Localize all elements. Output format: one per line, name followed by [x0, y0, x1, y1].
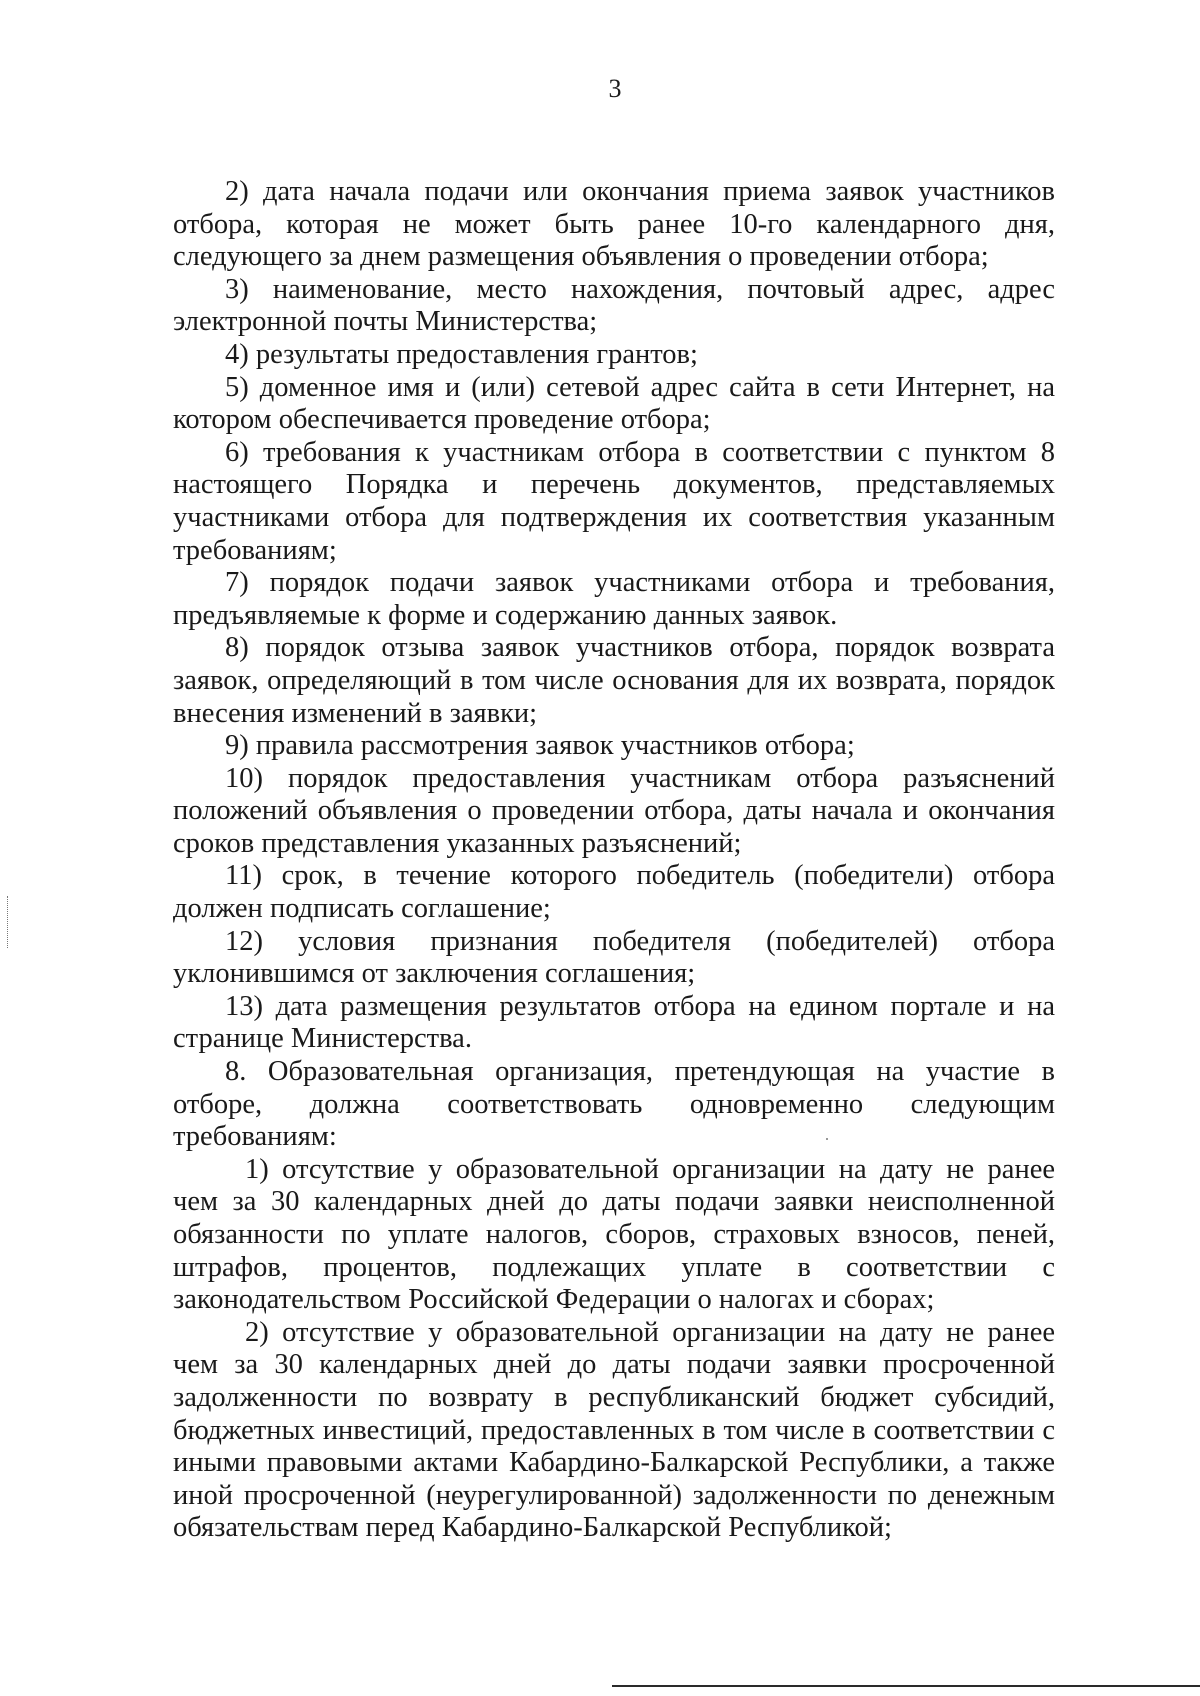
list-item-6-participant-requirements: 6) требования к участникам отбора в соответствии с пунктом 8 настоящего Порядка и перечень документов, представляемых участниками отбора для подтверждения их соответствия указанным требованиям; — [173, 436, 1055, 566]
section-8-heading-paragraph: 8. Образовательная организация, претендующая на участие в отборе, должна соответствовать одновременно следующим требованиям: — [173, 1056, 1055, 1153]
document-body — [173, 176, 1055, 1545]
page-number: 3 — [608, 74, 622, 103]
list-item-11-signing-deadline: 11) срок, в течение которого победитель (победители) отбора должен подписать соглашение; — [173, 860, 1055, 925]
list-item-5-domain-name: 5) доменное имя и (или) сетевой адрес сайта в сети Интернет, на котором обеспечивается проведение отбора; — [173, 371, 1055, 436]
list-item-7-submission-procedure: 7) порядок подачи заявок участниками отбора и требования, предъявляемые к форме и содержанию данных заявок. — [173, 567, 1055, 631]
scan-stray-dot — [826, 1138, 828, 1140]
requirement-2-no-overdue-debt: 2) отсутствие у образовательной организации на дату не ранее чем за 30 календарных дней до даты подачи заявки просроченной задолженности по возврату в республиканский бюджет субсидий, бюджетных инвестиций, предоставленных в том числе в соответствии с иными правовыми актами Кабардино-Балкарской Республики, а также иной просроченной (неурегулированной) задолженности по денежным обязательствам перед Кабардино-Балкарской Республикой; — [173, 1316, 1055, 1544]
list-item-2-application-dates: 2) дата начала подачи или окончания приема заявок участников отбора, которая не может быть ранее 10-го календарного дня, следующего за днем размещения объявления о проведении отбора; — [173, 176, 1055, 273]
list-item-8-withdrawal-procedure: 8) порядок отзыва заявок участников отбора, порядок возврата заявок, определяющий в том числе основания для их возврата, порядок внесения изменений в заявки; — [173, 632, 1055, 729]
list-item-4-grant-results: 4) результаты предоставления грантов; — [225, 338, 698, 370]
requirement-1-no-tax-debt: 1) отсутствие у образовательной организации на дату не ранее чем за 30 календарных дней до даты подачи заявки неисполненной обязанности по уплате налогов, сборов, страховых взносов, пеней, штрафов, процентов, подлежащих уплате в соответствии с законодательством Российской Федерации о налогах и сборах; — [173, 1153, 1055, 1316]
scan-bottom-edge-line — [612, 1685, 1200, 1687]
scan-margin-mark — [7, 896, 9, 948]
list-item-9-review-rules: 9) правила рассмотрения заявок участников отбора; — [225, 730, 855, 762]
list-item-13-results-publication: 13) дата размещения результатов отбора на едином портале и на странице Министерства. — [173, 990, 1055, 1055]
list-item-3-ministry-address: 3) наименование, место нахождения, почтовый адрес, адрес электронной почты Министерства; — [173, 273, 1055, 338]
list-item-10-clarifications: 10) порядок предоставления участникам отбора разъяснений положений объявления о проведении отбора, даты начала и окончания сроков представления указанных разъяснений; — [173, 762, 1055, 859]
list-item-12-evasion-conditions: 12) условия признания победителя (победителей) отбора уклонившимся от заключения соглашения; — [173, 925, 1055, 990]
